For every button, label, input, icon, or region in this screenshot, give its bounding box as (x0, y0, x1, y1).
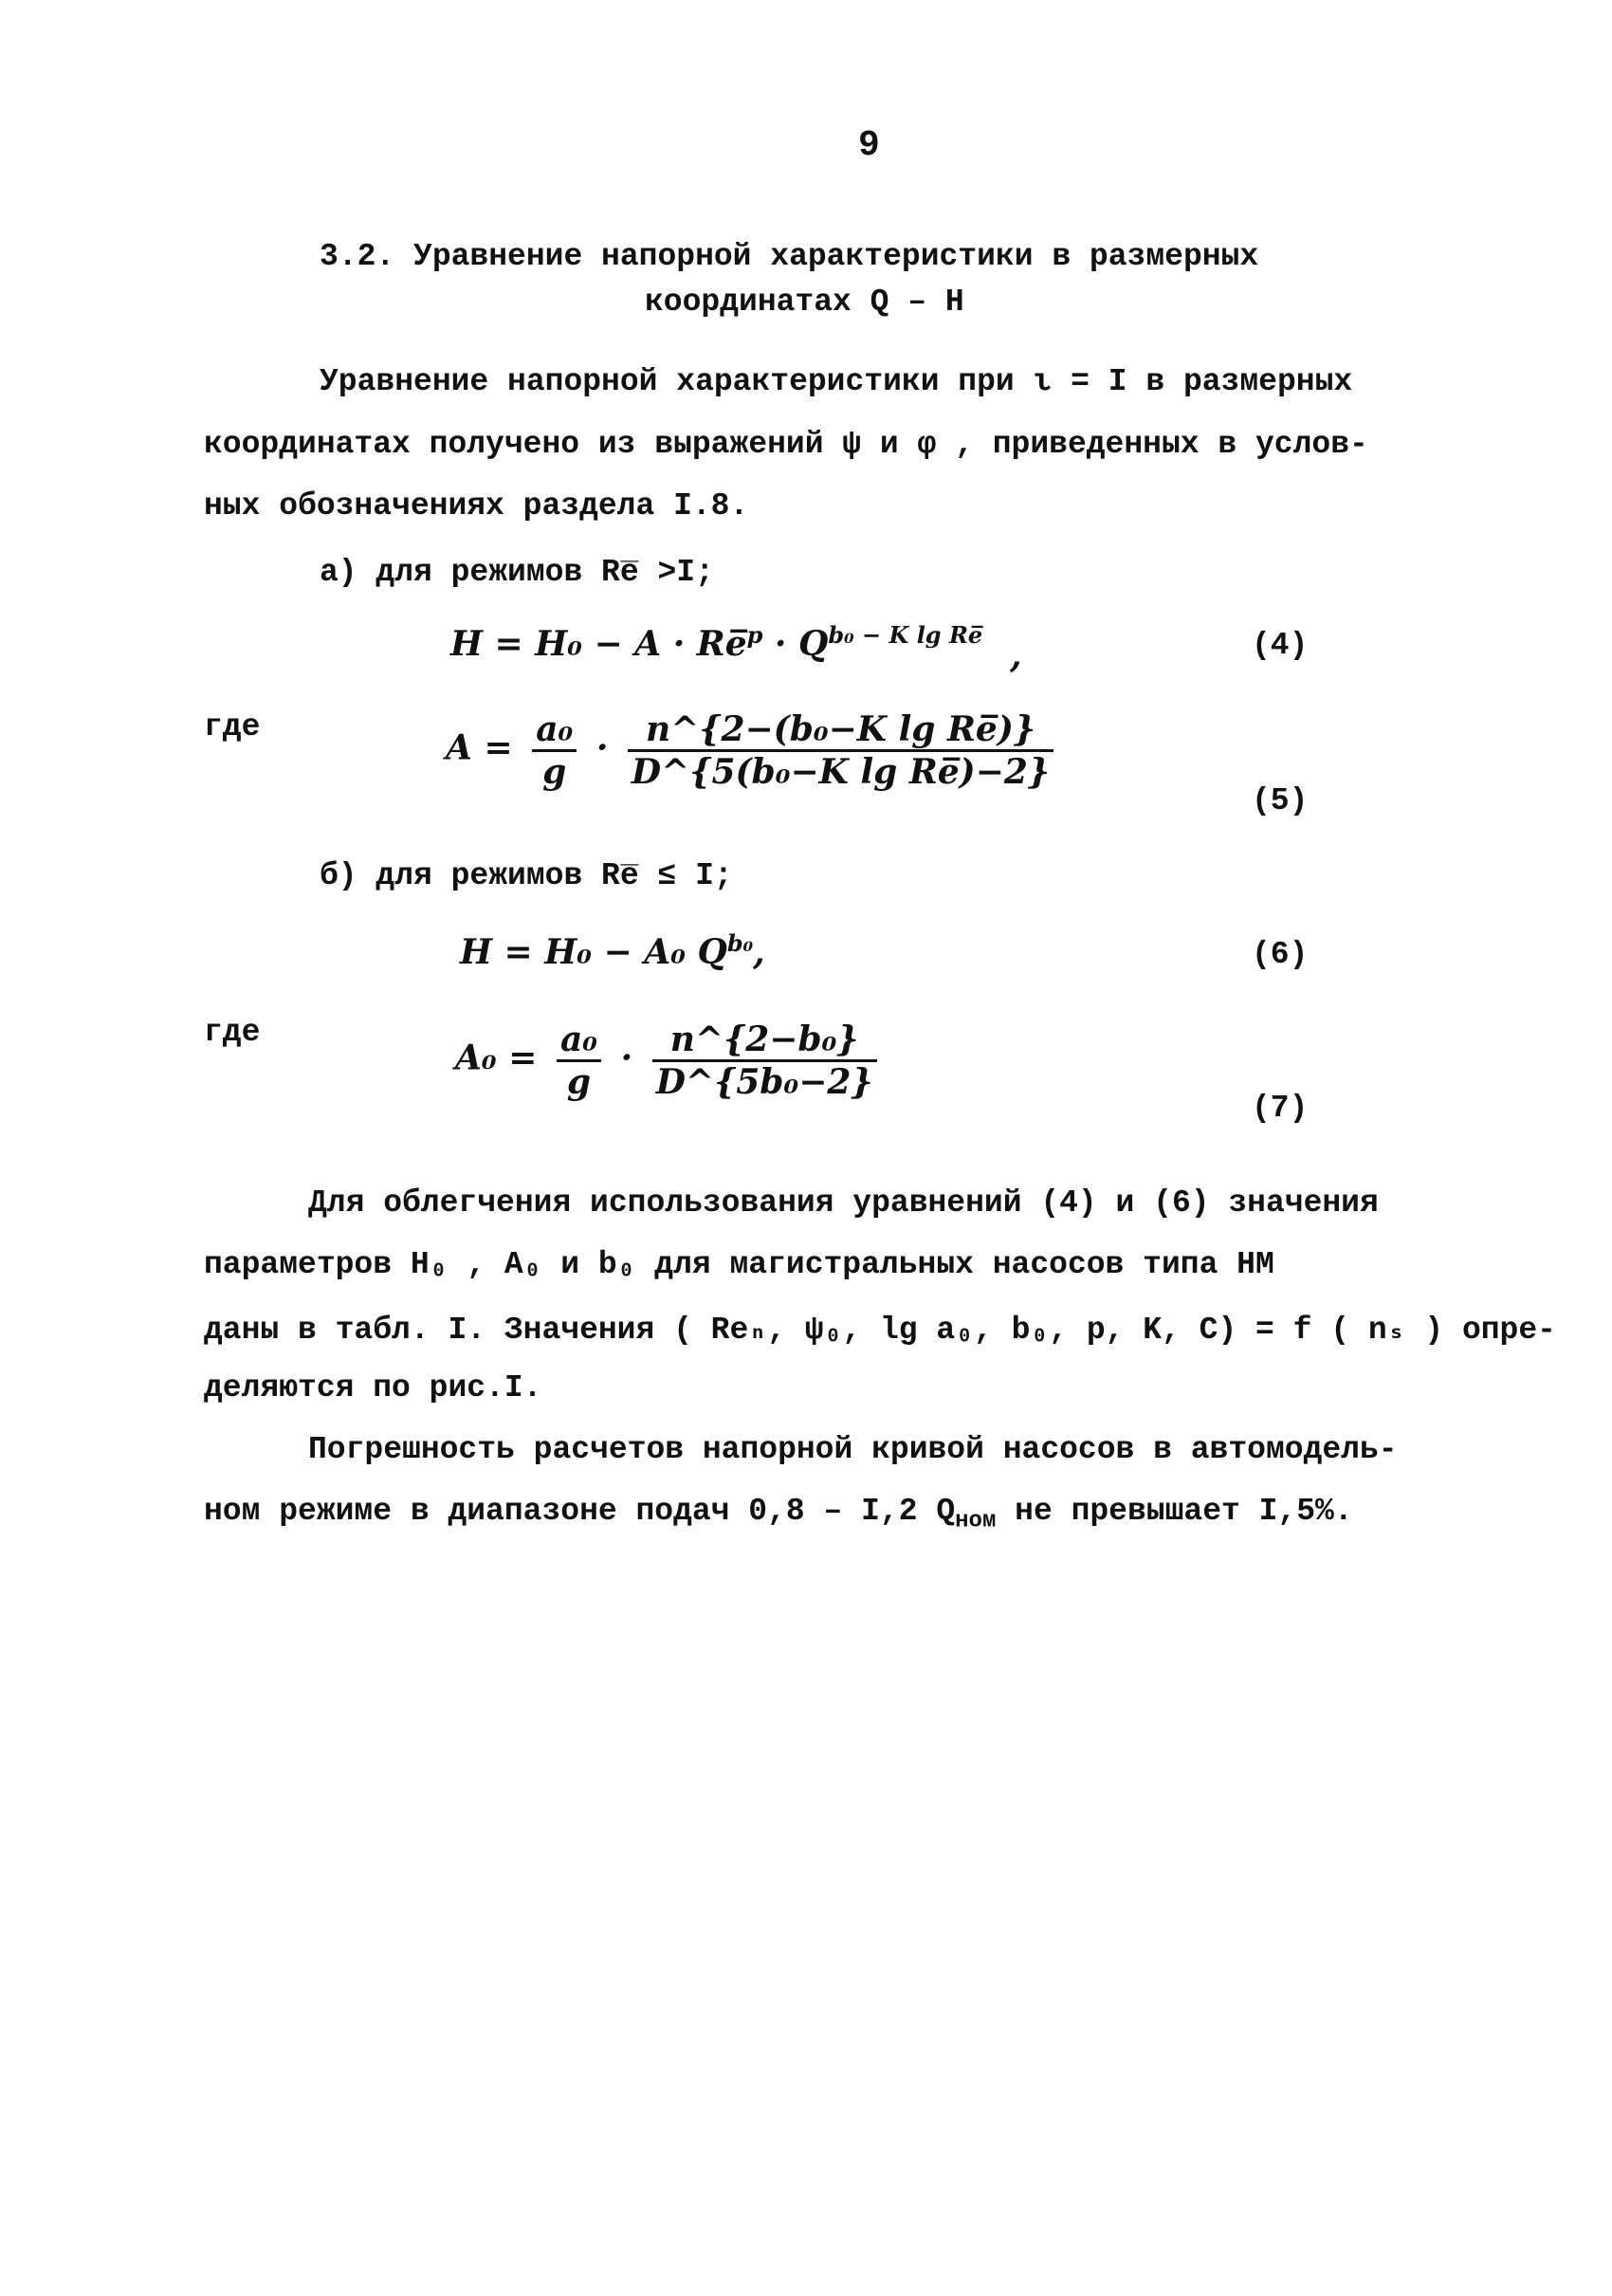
para2-line3: даны в табл. I. Значения ( Reₙ, ψ₀, lg a₀, b₀, p, K, C) = f ( nₛ ) опре- (204, 1313, 1556, 1348)
eq5-fraction-2 (628, 709, 1053, 792)
numerator: n^{2−(b₀−K lg Re̅)} (628, 709, 1053, 752)
eq6-text: H = H₀ − A₀ Q (460, 932, 727, 972)
para3-line2-end: не превышает I,5%. (996, 1494, 1353, 1529)
eq5-lhs: A = (446, 727, 513, 768)
denominator: g (542, 752, 567, 792)
numerator: n^{2−b₀} (652, 1019, 877, 1062)
eq4-p: p (746, 621, 763, 649)
eq7-label: (7) (1252, 1091, 1309, 1126)
intro-line1: Уравнение напорной характеристики при ι = I в размерных (320, 364, 1353, 399)
eq7-lhs: A₀ = (455, 1038, 538, 1078)
equation-5 (446, 709, 1061, 792)
equation-6 (460, 929, 765, 972)
eq4-exp: b₀ − K lg Re̅ (828, 621, 983, 649)
intro-line3: ных обозначениях раздела I.8. (204, 488, 749, 523)
eq4-comma: , (1010, 635, 1022, 675)
page-number: 9 (858, 125, 880, 166)
case-a-label: а) для режимов Re̅ >I; (320, 555, 714, 590)
eq6-exp: b₀ (726, 929, 754, 957)
eq4-label: (4) (1252, 628, 1309, 663)
eq7-fraction-1 (557, 1019, 601, 1102)
denominator: D^{5b₀−2} (655, 1062, 873, 1102)
eq5-label: (5) (1252, 783, 1309, 818)
para3-line2-start: ном режиме в диапазоне подач 0,8 – I,2 Q (204, 1494, 956, 1529)
eq7-fraction-2 (652, 1019, 877, 1102)
case-b-label: б) для режимов Re̅ ≤ I; (320, 858, 733, 893)
eq5-fraction-1 (532, 709, 577, 792)
para3-line2 (204, 1494, 1353, 1534)
para3-line1: Погрешность расчетов напорной кривой насосов в автомодель- (308, 1432, 1398, 1467)
eq6-label: (6) (1252, 937, 1309, 972)
para2-line2: параметров H₀ , A₀ и b₀ для магистральных насосов типа НМ (204, 1247, 1274, 1282)
where-label-1: где (204, 709, 261, 744)
denominator: D^{5(b₀−K lg Re̅)−2} (631, 752, 1051, 792)
numerator: a₀ (557, 1019, 601, 1062)
eq6-comma: , (753, 932, 765, 972)
eq5-dot: · (595, 727, 609, 768)
para2-line1: Для облегчения использования уравнений (4) и (6) значения (308, 1185, 1379, 1221)
denominator: g (566, 1062, 592, 1102)
equation-7 (455, 1019, 885, 1102)
where-label-2: где (204, 1015, 261, 1050)
q-nom-subscript: ном (955, 1508, 997, 1534)
eq4-mid: · Q (762, 624, 829, 664)
section-heading-line2: координатах Q – H (645, 285, 964, 320)
eq7-dot: · (620, 1038, 633, 1078)
section-heading-line1: 3.2. Уравнение напорной характеристики в размерных (320, 239, 1259, 274)
intro-line2: координатах получено из выражений ψ и φ , приведенных в услов- (204, 427, 1368, 462)
numerator: a₀ (532, 709, 577, 752)
para2-line4: деляются по рис.I. (204, 1370, 542, 1405)
equation-4 (450, 621, 982, 664)
eq4-lhs: H = H₀ − A · Re̅ (450, 624, 747, 664)
